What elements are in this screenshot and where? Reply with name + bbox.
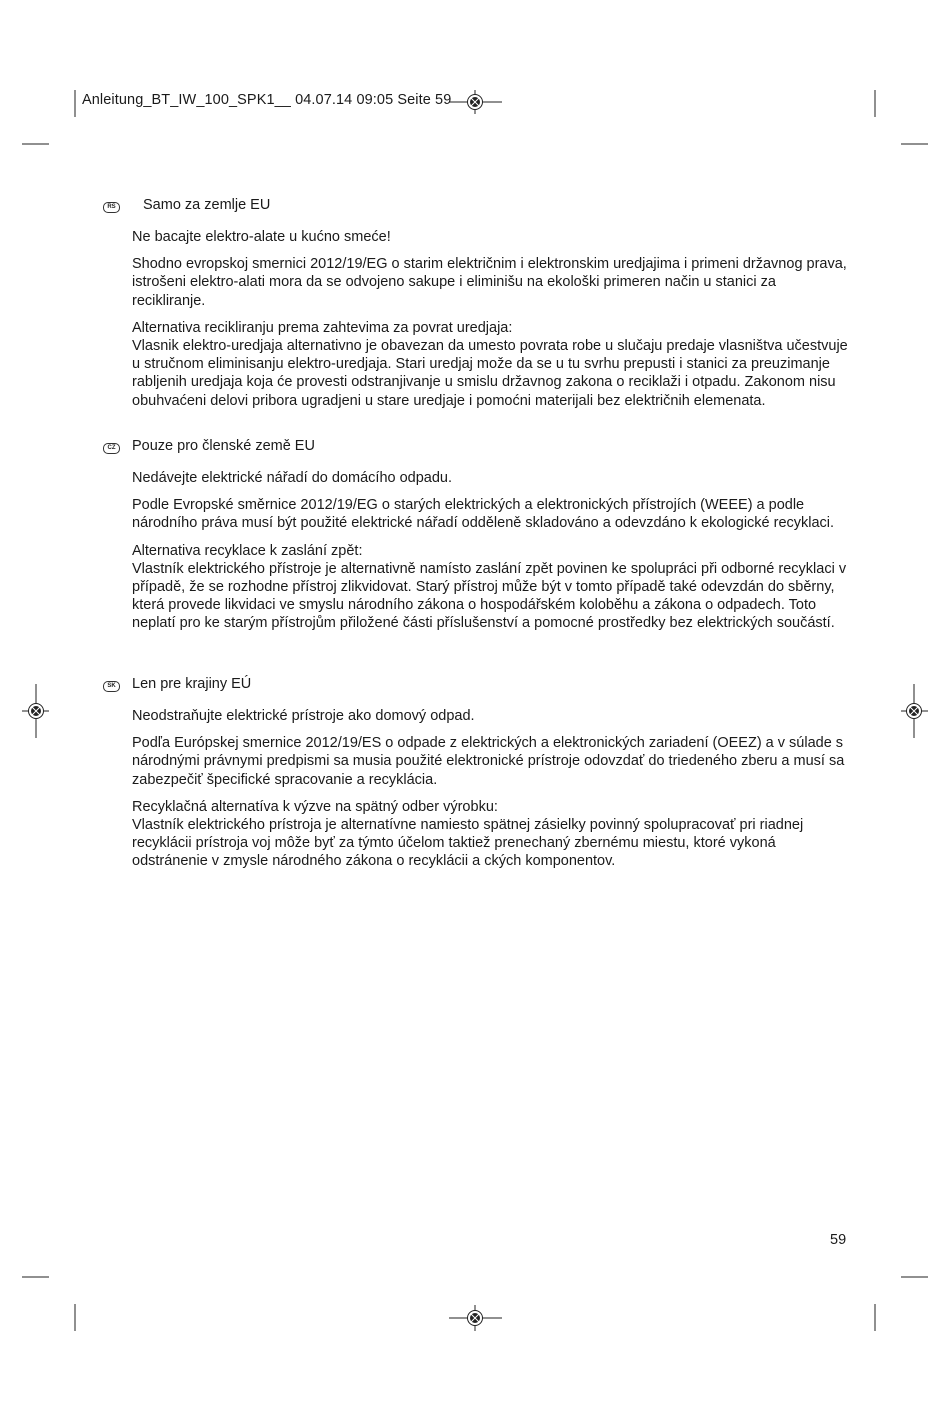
paragraph: Alternativa recyklace k zaslání zpět: Vlastník elektrického přístroje je alternativně namísto zaslání zpět povinen ke spolupráci při odborné recyklaci v případě, že se rozhodne přístroj zlikvidovat. Starý přístroj může být v tomto případě také odevzdán do sběrny, která provede likvidaci ve smyslu národního zákona o hospodářském koloběhu a zákona o odpadech. Toto neplatí pro ke starým přístrojům přiložené části příslušenství a pomocné prostředky bez elektrických součástí. (132, 542, 847, 632)
registration-mark-left (22, 684, 49, 738)
registration-mark-right (901, 684, 928, 738)
country-code-badge: SK (103, 681, 120, 692)
registration-mark-bottom (449, 1305, 502, 1331)
paragraph: Recyklačná alternatíva k výzve na spätný odber výrobku: Vlastník elektrického prístroja je alternatívne namiesto spätnej zásielky povinný spolupracovať pri riadnej recyklácii prístroja voj môže byť za týmto účelom taktiež prenechaný zbernému miestu, ktoré vykoná odstránenie v zmysle národného zákona o recyklácii a ckých komponentov. (132, 798, 804, 870)
page-number: 59 (830, 1232, 847, 1248)
paragraph: Podle Evropské směrnice 2012/19/EG o starých elektrických a elektronických přístrojích (WEEE) a podle národního práva musí být použité elektrické nářadí odděleně skladováno a odevzdáno k ekologické recyklaci. (132, 497, 835, 532)
registration-mark-top (449, 90, 502, 114)
section-heading (103, 438, 848, 460)
paragraph: Alternativa recikliranju prema zahtevima za povrat uredjaja: Vlasnik elektro-uredjaja alternativno je obavezan da umesto povrata robe u slučaju predaje vlasništva učestvuje u stručnom eliminisanju elektro-uredjaja. Stari uredjaj može da se u tu svrhu prepusti i stanici za preuzimanje rabljenih uredjaja koja će provesti odstranjivanje u smislu državnog zakona o reciklaži i otpadu. Zakonom nisu obuhvaćeni delovi pribora ugradjeni u stare uredjaje i pomoćni materijali bez električnih elemenata. (132, 319, 848, 409)
section-heading (103, 676, 848, 698)
section-sk (103, 676, 848, 871)
paragraph: Neodstraňujte elektrické prístroje ako domový odpad. (132, 708, 475, 724)
paragraph: Podľa Európskej smernice 2012/19/ES o odpade z elektrických a elektronických zariadení (OEEZ) a v súlade s národnými právnymi predpismi sa musia použité elektronické prístroje odovzdať do triedeného zberu a musí sa zabezpečiť špecifické spracovanie a recyklácia. (132, 735, 845, 788)
paragraph: Shodno evropskoj smernici 2012/19/EG o starim električnim i elektronskim uredjajima i primeni državnog prava, istrošeni elektro-alati mora da se odvojeno sakupe i eliminišu na ekološki primeren način u stanici za recikliranje. (132, 256, 847, 309)
country-code-badge: RS (103, 202, 120, 213)
section-title: Pouze pro členské země EU (132, 438, 315, 454)
section-cz (103, 438, 848, 633)
section-heading (103, 197, 848, 219)
section-rs (103, 197, 848, 410)
print-header: Anleitung_BT_IW_100_SPK1__ 04.07.14 09:05 Seite 59 (82, 92, 452, 108)
country-code-badge: CZ (103, 443, 120, 454)
paragraph: Ne bacajte elektro-alate u kućno smeće! (132, 229, 391, 245)
section-title: Len pre krajiny EÚ (132, 676, 252, 692)
section-title: Samo za zemlje EU (143, 197, 271, 213)
paragraph: Nedávejte elektrické nářadí do domácího odpadu. (132, 470, 453, 486)
